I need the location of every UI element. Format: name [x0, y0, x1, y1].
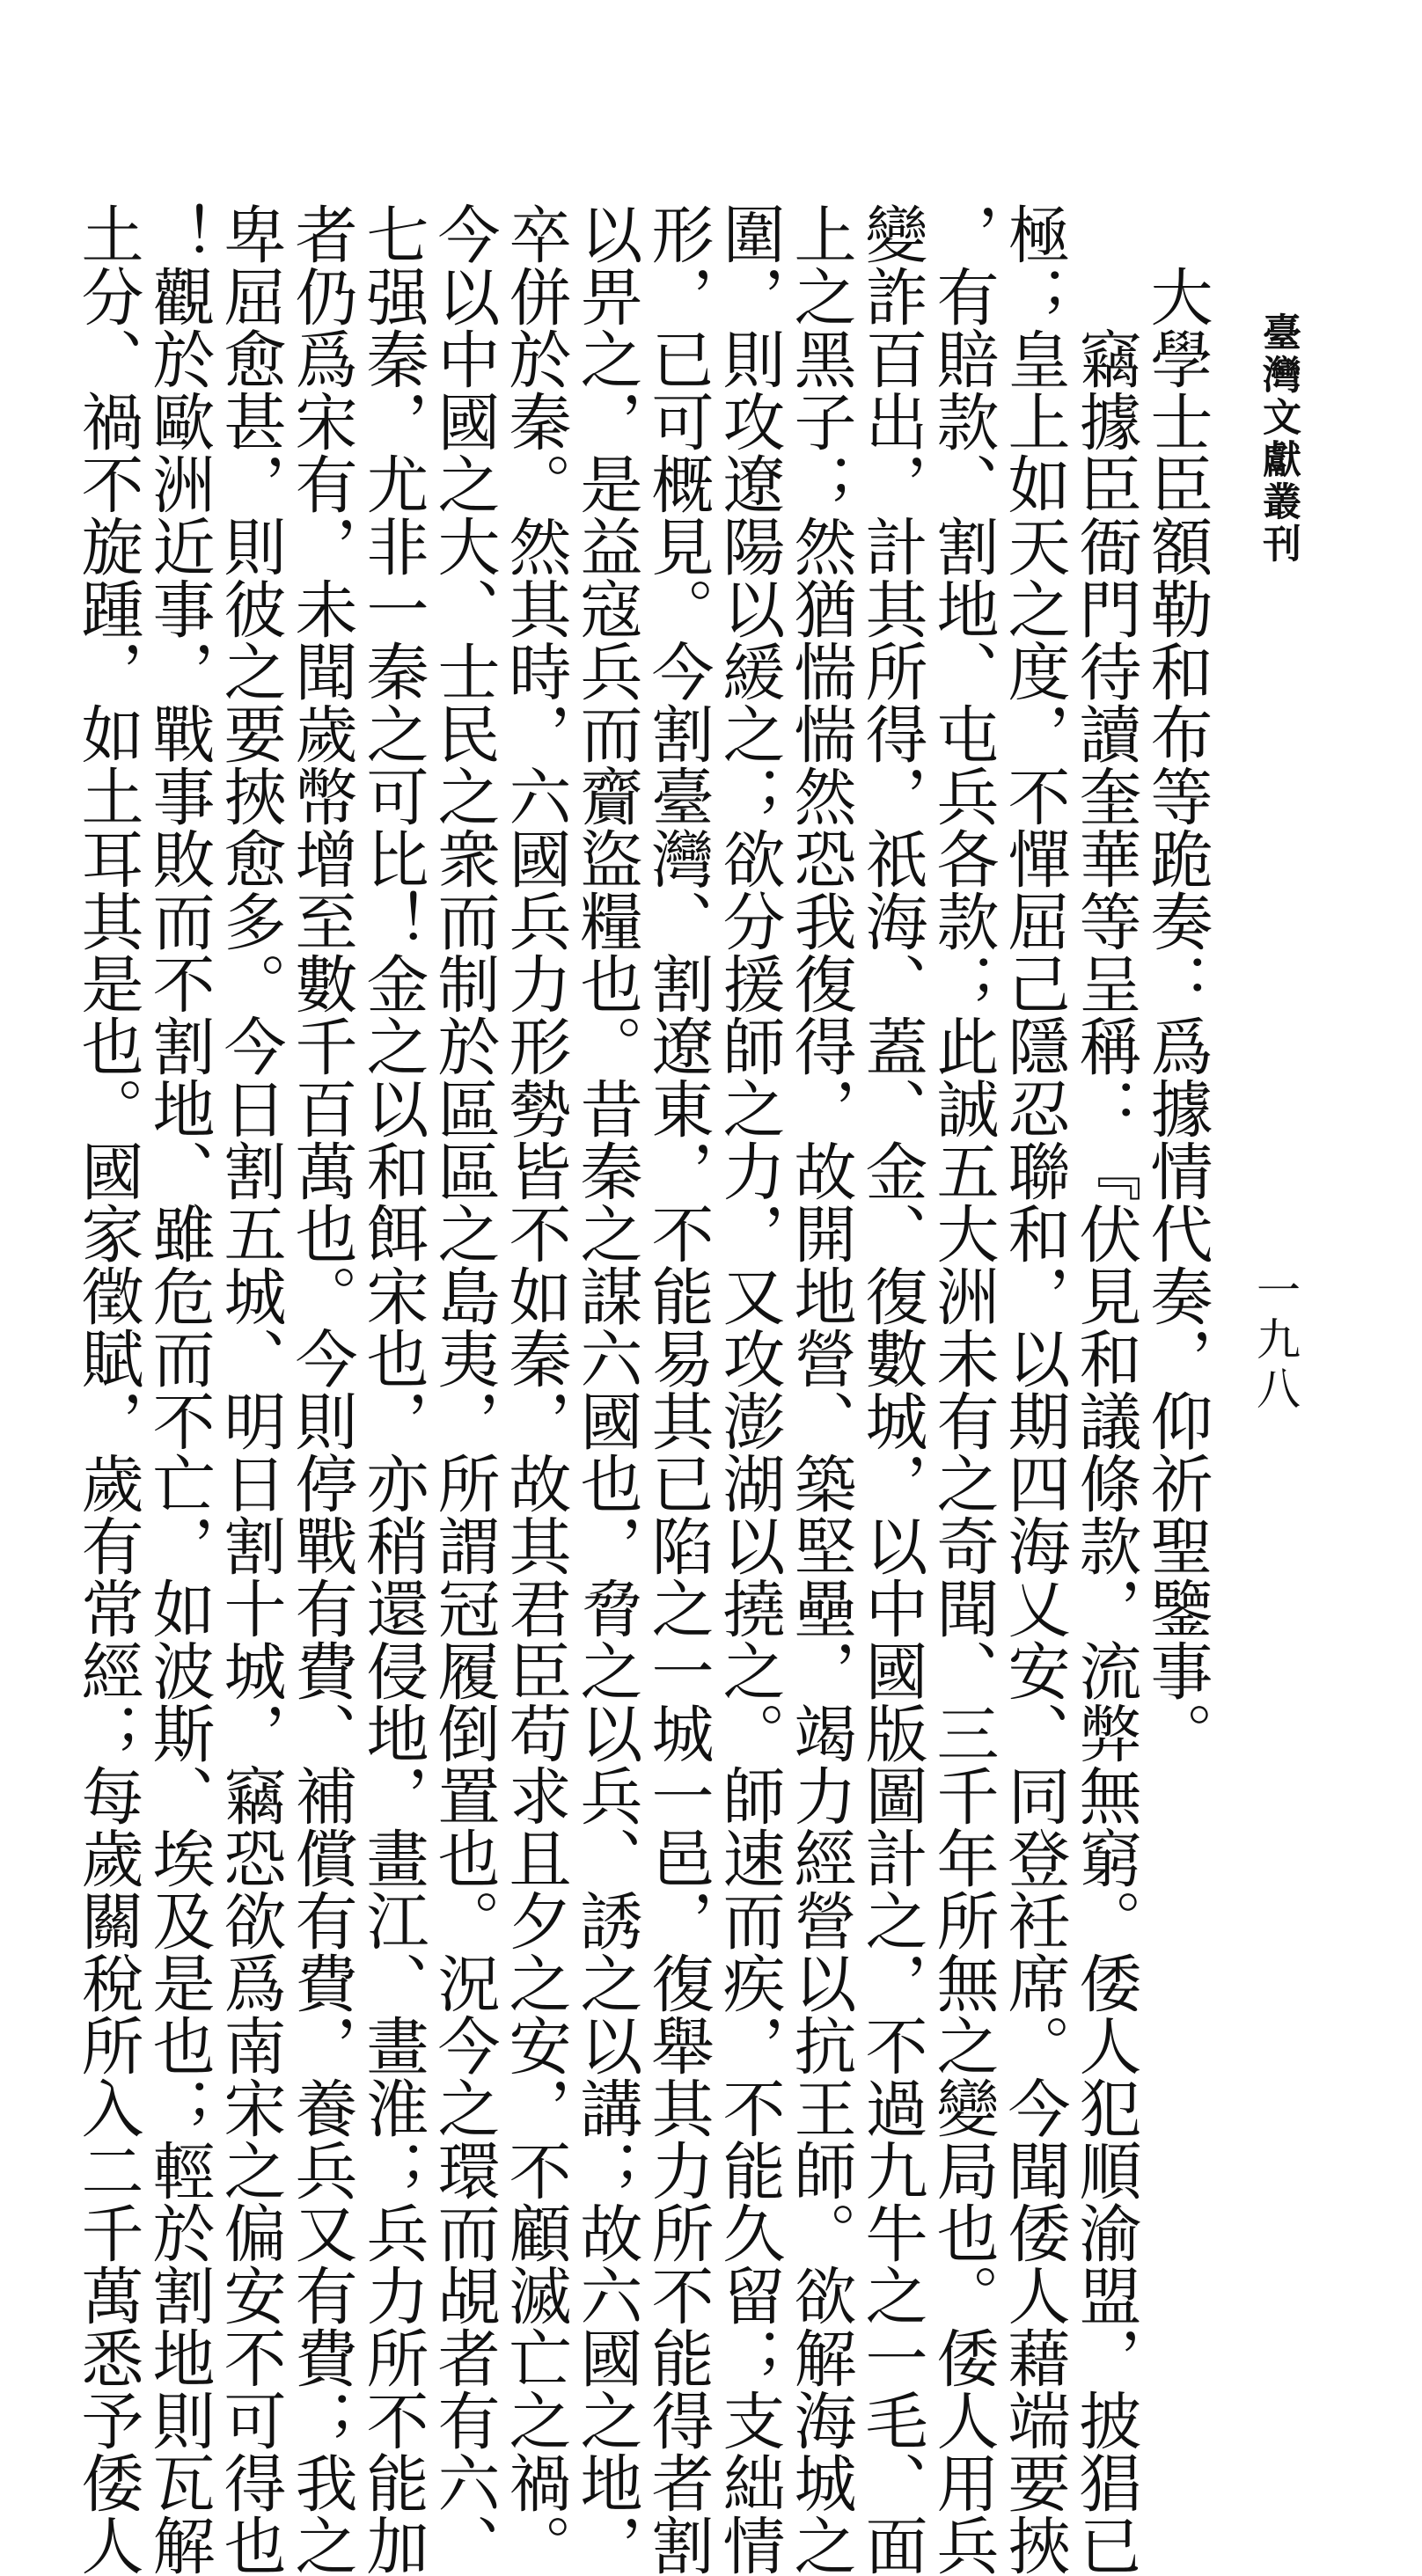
- text-column: 者仍爲宋有，未聞歲幣增至數千百萬也。今則停戰有費、補償有費，養兵又有費；我之: [285, 202, 358, 2576]
- text-column: 變詐百出，計其所得，祇海、蓋、金、復數城，以中國版圖計之，不過九牛之一毛、面: [855, 202, 928, 2576]
- text-column: 卒併於秦。然其時，六國兵力形勢皆不如秦，故其君臣苟求且夕之安，不顧滅亡之禍。: [499, 202, 572, 2576]
- text-column: 卑屈愈甚，則彼之要挾愈多。今日割五城、明日割十城，竊恐欲爲南宋之偏安不可得也: [214, 202, 287, 2576]
- text-column: 上之黑子；然猶惴惴然恐我復得，故開地營、築堅壘，竭力經營以抗王師。欲解海城之: [784, 202, 857, 2576]
- page-number: 一九八: [1250, 1267, 1301, 1415]
- book-series-title: 臺灣文獻叢刊: [1256, 312, 1301, 566]
- text-column: 今以中國之大、士民之衆而制於區區之島夷，所謂冠履倒置也。況今之環而覘者有六、: [428, 202, 501, 2576]
- text-column: 土分、禍不旋踵，如土耳其是也。國家徵賦，歲有常經；每歲關稅所入二千萬悉予倭人: [71, 202, 144, 2576]
- text-column: 竊據臣衙門待讀奎華等呈稱：『伏見和議條款，流弊無窮。倭人犯順渝盟，披猖已: [1069, 202, 1142, 2576]
- text-column: 大學士臣額勒和布等跪奏：爲據情代奏，仰祈聖鑒事。: [1140, 202, 1213, 1764]
- text-column: ！觀於歐洲近事，戰事敗而不割地、雖危而不亡，如波斯、埃及是也；輕於割地則瓦解: [143, 202, 216, 2576]
- text-column: 形，已可概見。今割臺灣、割遼東，不能易其已陷之一城一邑，復舉其力所不能得者割: [641, 202, 715, 2576]
- text-column: ，有賠款、割地、屯兵各款；此誠五大洲未有之奇聞、三千年所無之變局也。倭人用兵: [927, 202, 1000, 2576]
- text-column: 圍，則攻遼陽以緩之；欲分援師之力，又攻澎湖以撓之。師速而疾，不能久留；支絀情: [713, 202, 786, 2576]
- text-column: 七强秦，尤非一秦之可比！金之以和餌宋也，亦稍還侵地，畫江、畫淮；兵力所不能加: [356, 202, 429, 2576]
- vertical-text-body: [71, 202, 1213, 2576]
- text-column: 以畀之，是益寇兵而齎盜糧也。昔秦之謀六國也，脅之以兵、誘之以講；故六國之地，: [570, 202, 643, 2576]
- text-column: 極；皇上如天之度，不憚屈己隱忍聯和，以期四海乂安、同登衽席。今聞倭人藉端要挾: [998, 202, 1071, 2576]
